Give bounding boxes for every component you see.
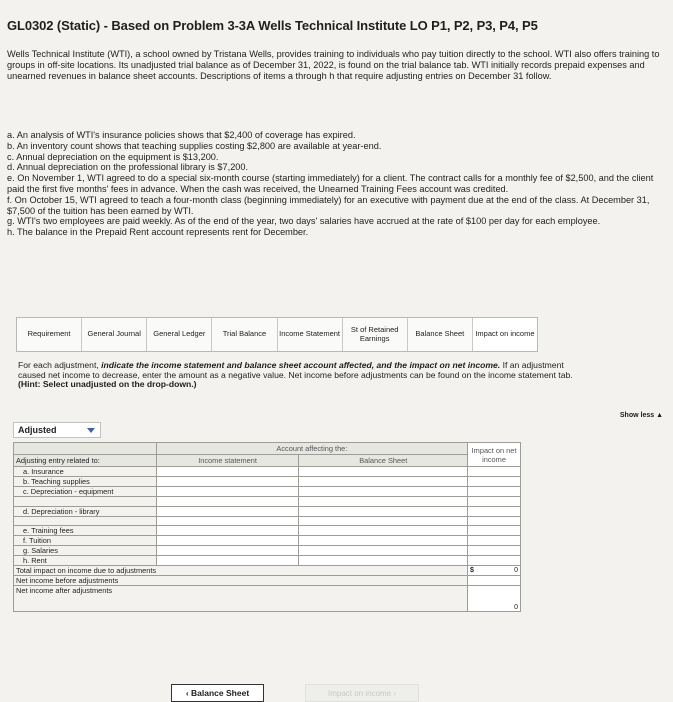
impact-input[interactable] xyxy=(468,536,521,546)
balance-select[interactable] xyxy=(299,487,468,497)
list-item: b. An inventory count shows that teaching supplies costing $2,800 are available at year-end. xyxy=(7,140,382,151)
income-select[interactable] xyxy=(156,536,299,546)
list-item: d. Annual depreciation on the professional library is $7,200. xyxy=(7,162,249,173)
adjusted-dropdown[interactable] xyxy=(13,422,101,438)
list-item: h. The balance in the Prepaid Rent account represents rent for December. xyxy=(7,227,309,238)
tab-impact-on-income[interactable]: Impact on income xyxy=(473,318,537,351)
row-label: g. Salaries xyxy=(14,546,157,556)
page-title: GL0302 (Static) - Based on Problem 3-3A Wells Technical Institute LO P1, P2, P3, P4, P5 xyxy=(7,18,538,33)
next-impact-button[interactable]: Impact on income › xyxy=(305,684,419,702)
header-balance-sheet: Balance Sheet xyxy=(299,455,468,467)
tab-retained-earnings[interactable]: St of Retained Earnings xyxy=(343,318,408,351)
before-label: Net income before adjustments xyxy=(14,576,468,586)
total-label: Total impact on income due to adjustments xyxy=(14,566,468,576)
row-label: b. Teaching supplies xyxy=(14,477,157,487)
list-item: g. WTI's two employees are paid weekly. As of the end of the year, two days' salaries have accrued at the rate of $100 per day for each employee. xyxy=(7,216,601,227)
instructions-lead: For each adjustment, xyxy=(18,360,102,370)
adjustment-list xyxy=(7,130,667,238)
net-income-after xyxy=(468,586,521,612)
row-label: d. Depreciation - library xyxy=(14,506,157,516)
tab-income-statement[interactable]: Income Statement xyxy=(278,318,343,351)
instructions-bold: indicate the income statement and balance sheet account affected, and the impact on net income. xyxy=(101,360,501,370)
impact-input[interactable] xyxy=(468,506,521,516)
impact-input[interactable] xyxy=(468,526,521,536)
income-select[interactable] xyxy=(156,506,299,516)
instructions-rest: If an adjustment caused net income to decrease, enter the amount as a negative value. Net income before adjustments can be found on the income statement tab. xyxy=(18,360,573,380)
balance-select[interactable] xyxy=(299,556,468,566)
income-select[interactable] xyxy=(156,467,299,477)
income-select[interactable] xyxy=(156,556,299,566)
balance-select[interactable] xyxy=(299,546,468,556)
total-impact xyxy=(468,566,521,576)
row-label: h. Rent xyxy=(14,556,157,566)
after-value: 0 xyxy=(514,604,518,612)
tab-trial-balance[interactable]: Trial Balance xyxy=(212,318,277,351)
tab-bar xyxy=(16,317,538,352)
header-entry: Adjusting entry related to: xyxy=(14,455,157,467)
prev-balance-sheet-button[interactable]: ‹ Balance Sheet xyxy=(171,684,264,702)
show-less-link[interactable]: Show less ▲ xyxy=(619,412,663,419)
list-item: f. On October 15, WTI agreed to teach a four-month class (beginning immediately) for an executive with payment due at the end of the class. At December 31, $7,500 of the tuition has been earned by WTI. xyxy=(7,194,650,216)
after-label: Net income after adjustments xyxy=(14,586,468,612)
impact-input[interactable] xyxy=(468,546,521,556)
balance-select[interactable] xyxy=(299,526,468,536)
income-select[interactable] xyxy=(156,526,299,536)
dropdown-value: Adjusted xyxy=(18,425,57,435)
tab-general-ledger[interactable]: General Ledger xyxy=(147,318,212,351)
balance-select[interactable] xyxy=(299,536,468,546)
tab-general-journal[interactable]: General Journal xyxy=(82,318,147,351)
header-account-affecting: Account affecting the: xyxy=(156,443,467,455)
list-item: c. Annual depreciation on the equipment is $13,200. xyxy=(7,151,219,162)
balance-select[interactable] xyxy=(299,506,468,516)
intro-paragraph: Wells Technical Institute (WTI), a school owned by Tristana Wells, provides training to individuals who pay tuition directly to the school. WTI also offers training to groups in off-site locations. Its unadjusted trial balance as of December 31, 2022, is found on the trial balance tab. WTI initially records prepaid expenses and unearned revenues in balance sheet accounts. Descriptions of items a through h that require adjusting entries on December 31 follow. xyxy=(7,49,660,81)
impact-table xyxy=(13,442,521,612)
list-item: a. An analysis of WTI's insurance policies shows that $2,400 of coverage has expired. xyxy=(7,130,356,140)
tab-balance-sheet[interactable]: Balance Sheet xyxy=(408,318,473,351)
balance-select[interactable] xyxy=(299,467,468,477)
header-income-statement: Income statement xyxy=(156,455,299,467)
chevron-down-icon xyxy=(87,428,95,433)
income-select[interactable] xyxy=(156,487,299,497)
header-impact: Impact on net income xyxy=(468,443,521,467)
total-value: 0 xyxy=(514,567,518,575)
list-item: e. On November 1, WTI agreed to do a special six-month course (starting immediately) for a client. The contract calls for a monthly fee of $2,500, and the client paid the first five months' fees in advance. When the cash was received, the Unearned Training Fees account was credited. xyxy=(7,173,654,194)
impact-input[interactable] xyxy=(468,556,521,566)
impact-input[interactable] xyxy=(468,487,521,497)
instructions-hint: (Hint: Select unadjusted on the drop-down.) xyxy=(18,379,197,390)
impact-input[interactable] xyxy=(468,467,521,477)
currency-symbol: $ xyxy=(470,567,474,575)
tab-requirement[interactable]: Requirement xyxy=(17,318,82,351)
income-select[interactable] xyxy=(156,477,299,487)
income-select[interactable] xyxy=(156,546,299,556)
balance-select[interactable] xyxy=(299,477,468,487)
net-income-before-input[interactable] xyxy=(468,576,521,586)
instructions xyxy=(18,361,578,390)
row-label: c. Depreciation - equipment xyxy=(14,487,157,497)
row-label: a. Insurance xyxy=(14,467,157,477)
row-label: f. Tuition xyxy=(14,536,157,546)
row-label: e. Training fees xyxy=(14,526,157,536)
impact-input[interactable] xyxy=(468,477,521,487)
